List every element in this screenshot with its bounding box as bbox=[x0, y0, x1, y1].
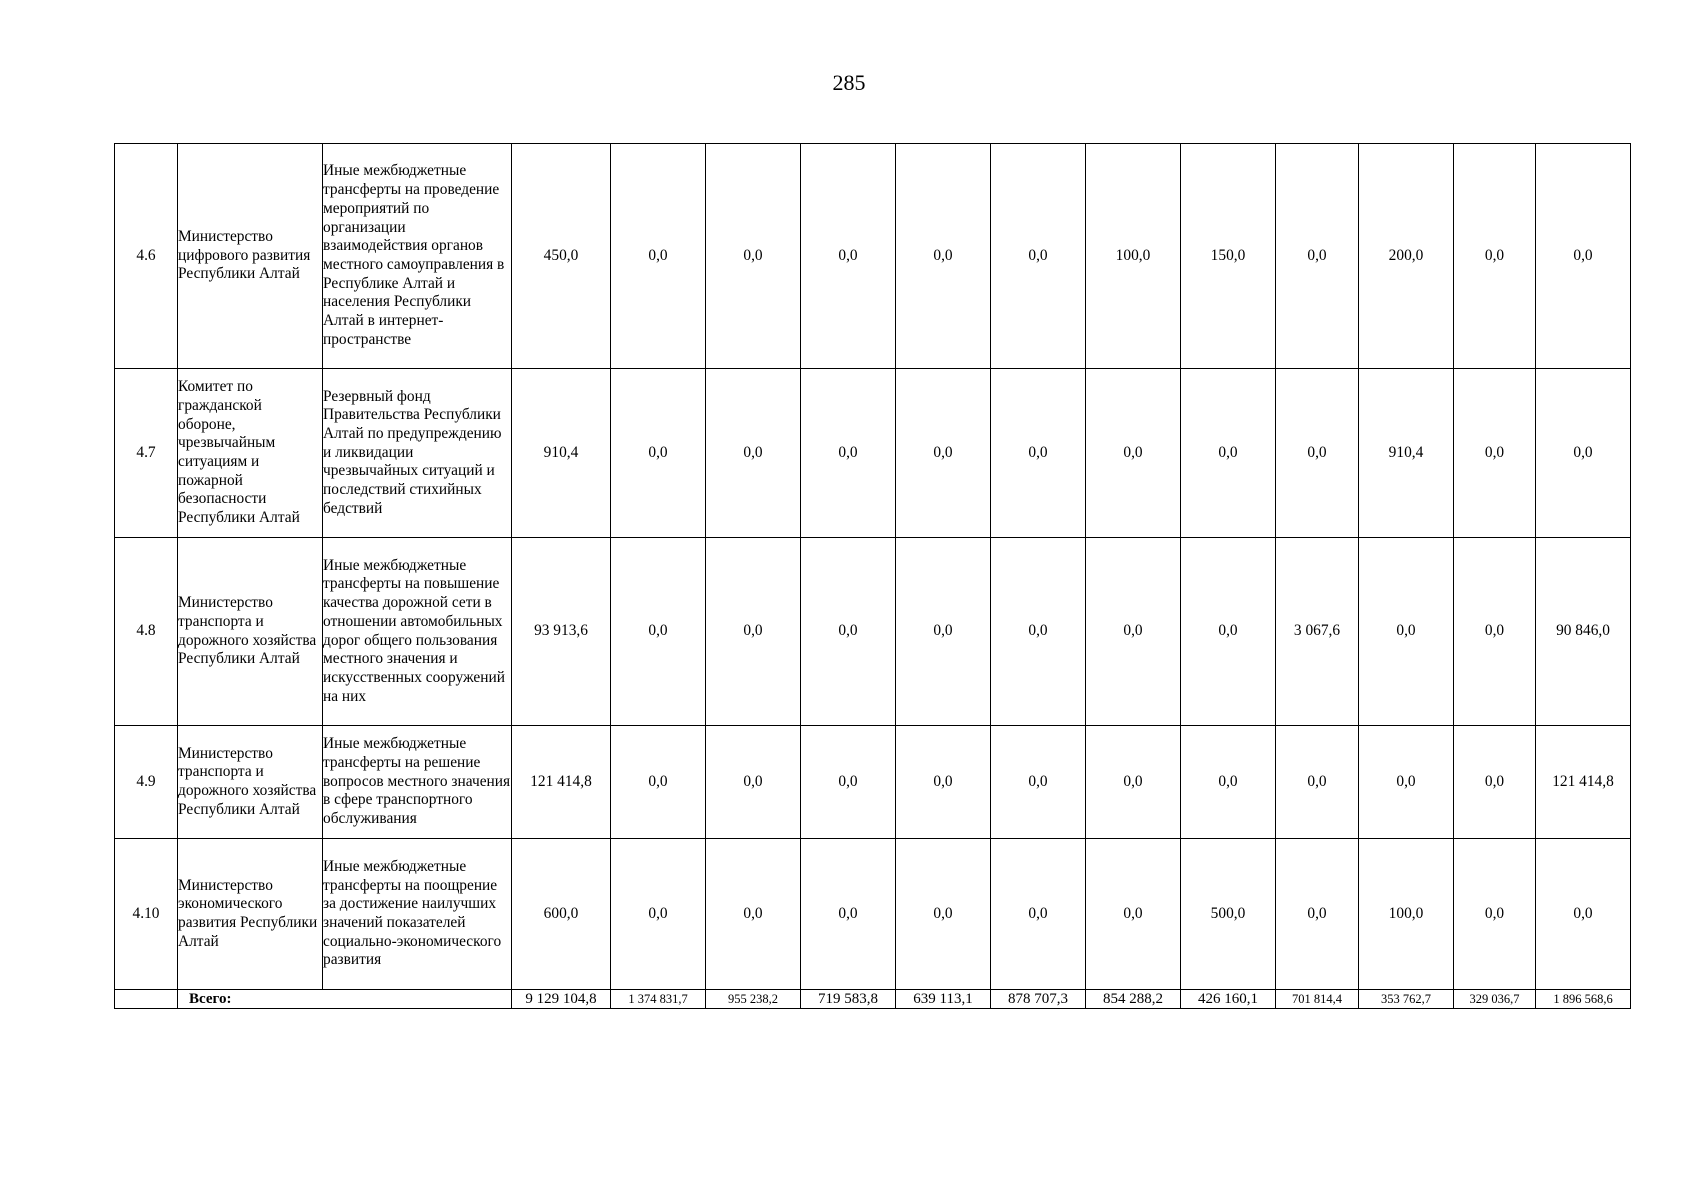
amount-cell: 0,0 bbox=[991, 839, 1086, 990]
amount-cell: 600,0 bbox=[512, 839, 611, 990]
table-row bbox=[115, 839, 1631, 990]
amount-cell: 0,0 bbox=[611, 144, 706, 369]
row-number: 4.8 bbox=[115, 538, 178, 726]
budget-table bbox=[114, 143, 1631, 1009]
amount-cell: 0,0 bbox=[1359, 538, 1454, 726]
amount-cell: 0,0 bbox=[896, 538, 991, 726]
amount-cell: 0,0 bbox=[1276, 726, 1359, 839]
amount-cell: 0,0 bbox=[1536, 369, 1631, 538]
amount-cell: 500,0 bbox=[1181, 839, 1276, 990]
amount-cell: 0,0 bbox=[706, 839, 801, 990]
total-amount-cell: 329 036,7 bbox=[1454, 990, 1536, 1009]
amount-cell: 0,0 bbox=[706, 726, 801, 839]
amount-cell: 0,0 bbox=[1086, 726, 1181, 839]
amount-cell: 0,0 bbox=[611, 538, 706, 726]
amount-cell: 200,0 bbox=[1359, 144, 1454, 369]
amount-cell: 0,0 bbox=[1181, 726, 1276, 839]
amount-cell: 0,0 bbox=[896, 144, 991, 369]
amount-cell: 0,0 bbox=[611, 839, 706, 990]
amount-cell: 0,0 bbox=[1536, 144, 1631, 369]
total-number-cell bbox=[115, 990, 178, 1009]
amount-cell: 0,0 bbox=[1454, 726, 1536, 839]
total-amount-cell: 639 113,1 bbox=[896, 990, 991, 1009]
expense-description: Иные межбюджетные трансферты на повышение качества дорожной сети в отношении автомобильных дорог общего пользования местного значения и искусственных сооружений на них bbox=[323, 538, 512, 726]
expense-description: Иные межбюджетные трансферты на поощрение за достижение наилучших значений показателей социально-экономического развития bbox=[323, 839, 512, 990]
row-number: 4.9 bbox=[115, 726, 178, 839]
responsible-organization: Министерство экономического развития Республики Алтай bbox=[178, 839, 323, 990]
total-amount-cell: 854 288,2 bbox=[1086, 990, 1181, 1009]
amount-cell: 0,0 bbox=[991, 538, 1086, 726]
total-amount-cell: 1 896 568,6 bbox=[1536, 990, 1631, 1009]
amount-cell: 910,4 bbox=[512, 369, 611, 538]
amount-cell: 0,0 bbox=[1454, 144, 1536, 369]
amount-cell: 0,0 bbox=[706, 369, 801, 538]
amount-cell: 0,0 bbox=[1086, 369, 1181, 538]
expense-description: Иные межбюджетные трансферты на решение вопросов местного значения в сфере транспортного обслуживания bbox=[323, 726, 512, 839]
amount-cell: 0,0 bbox=[1454, 369, 1536, 538]
total-amount-cell: 353 762,7 bbox=[1359, 990, 1454, 1009]
amount-cell: 0,0 bbox=[801, 538, 896, 726]
amount-cell: 150,0 bbox=[1181, 144, 1276, 369]
row-number: 4.7 bbox=[115, 369, 178, 538]
amount-cell: 0,0 bbox=[801, 369, 896, 538]
page-number: 285 bbox=[832, 70, 866, 95]
amount-cell: 93 913,6 bbox=[512, 538, 611, 726]
amount-cell: 0,0 bbox=[801, 144, 896, 369]
amount-cell: 0,0 bbox=[991, 726, 1086, 839]
total-amount-cell: 878 707,3 bbox=[991, 990, 1086, 1009]
responsible-organization: Комитет по гражданской обороне, чрезвычайным ситуациям и пожарной безопасности Республики Алтай bbox=[178, 369, 323, 538]
amount-cell: 0,0 bbox=[1086, 538, 1181, 726]
table-row bbox=[115, 144, 1631, 369]
amount-cell: 0,0 bbox=[1536, 839, 1631, 990]
amount-cell: 0,0 bbox=[1454, 538, 1536, 726]
total-amount-cell: 426 160,1 bbox=[1181, 990, 1276, 1009]
amount-cell: 0,0 bbox=[991, 144, 1086, 369]
amount-cell: 0,0 bbox=[991, 369, 1086, 538]
amount-cell: 0,0 bbox=[896, 369, 991, 538]
amount-cell: 0,0 bbox=[611, 726, 706, 839]
responsible-organization: Министерство цифрового развития Республики Алтай bbox=[178, 144, 323, 369]
amount-cell: 100,0 bbox=[1359, 839, 1454, 990]
expense-description: Иные межбюджетные трансферты на проведение мероприятий по организации взаимодействия органов местного самоуправления в Республике Алтай и населения Республики Алтай в интернет-пространстве bbox=[323, 144, 512, 369]
amount-cell: 0,0 bbox=[706, 144, 801, 369]
row-number: 4.10 bbox=[115, 839, 178, 990]
amount-cell: 0,0 bbox=[1454, 839, 1536, 990]
total-amount-cell: 9 129 104,8 bbox=[512, 990, 611, 1009]
amount-cell: 910,4 bbox=[1359, 369, 1454, 538]
amount-cell: 90 846,0 bbox=[1536, 538, 1631, 726]
amount-cell: 121 414,8 bbox=[512, 726, 611, 839]
responsible-organization: Министерство транспорта и дорожного хозяйства Республики Алтай bbox=[178, 726, 323, 839]
expense-description: Резервный фонд Правительства Республики Алтай по предупреждению и ликвидации чрезвычайных ситуаций и последствий стихийных бедствий bbox=[323, 369, 512, 538]
table-row bbox=[115, 538, 1631, 726]
amount-cell: 0,0 bbox=[611, 369, 706, 538]
amount-cell: 0,0 bbox=[1276, 369, 1359, 538]
amount-cell: 0,0 bbox=[1086, 839, 1181, 990]
total-amount-cell: 701 814,4 bbox=[1276, 990, 1359, 1009]
amount-cell: 0,0 bbox=[896, 726, 991, 839]
total-amount-cell: 955 238,2 bbox=[706, 990, 801, 1009]
amount-cell: 0,0 bbox=[801, 839, 896, 990]
amount-cell: 0,0 bbox=[1276, 144, 1359, 369]
amount-cell: 0,0 bbox=[706, 538, 801, 726]
amount-cell: 0,0 bbox=[1181, 538, 1276, 726]
responsible-organization: Министерство транспорта и дорожного хозяйства Республики Алтай bbox=[178, 538, 323, 726]
table-row bbox=[115, 726, 1631, 839]
total-amount-cell: 719 583,8 bbox=[801, 990, 896, 1009]
table-row bbox=[115, 369, 1631, 538]
amount-cell: 121 414,8 bbox=[1536, 726, 1631, 839]
amount-cell: 3 067,6 bbox=[1276, 538, 1359, 726]
amount-cell: 0,0 bbox=[1181, 369, 1276, 538]
row-number: 4.6 bbox=[115, 144, 178, 369]
amount-cell: 0,0 bbox=[896, 839, 991, 990]
total-amount-cell: 1 374 831,7 bbox=[611, 990, 706, 1009]
amount-cell: 0,0 bbox=[801, 726, 896, 839]
total-row bbox=[115, 990, 1631, 1009]
amount-cell: 0,0 bbox=[1276, 839, 1359, 990]
total-label: Всего: bbox=[178, 990, 512, 1009]
amount-cell: 450,0 bbox=[512, 144, 611, 369]
amount-cell: 0,0 bbox=[1359, 726, 1454, 839]
amount-cell: 100,0 bbox=[1086, 144, 1181, 369]
